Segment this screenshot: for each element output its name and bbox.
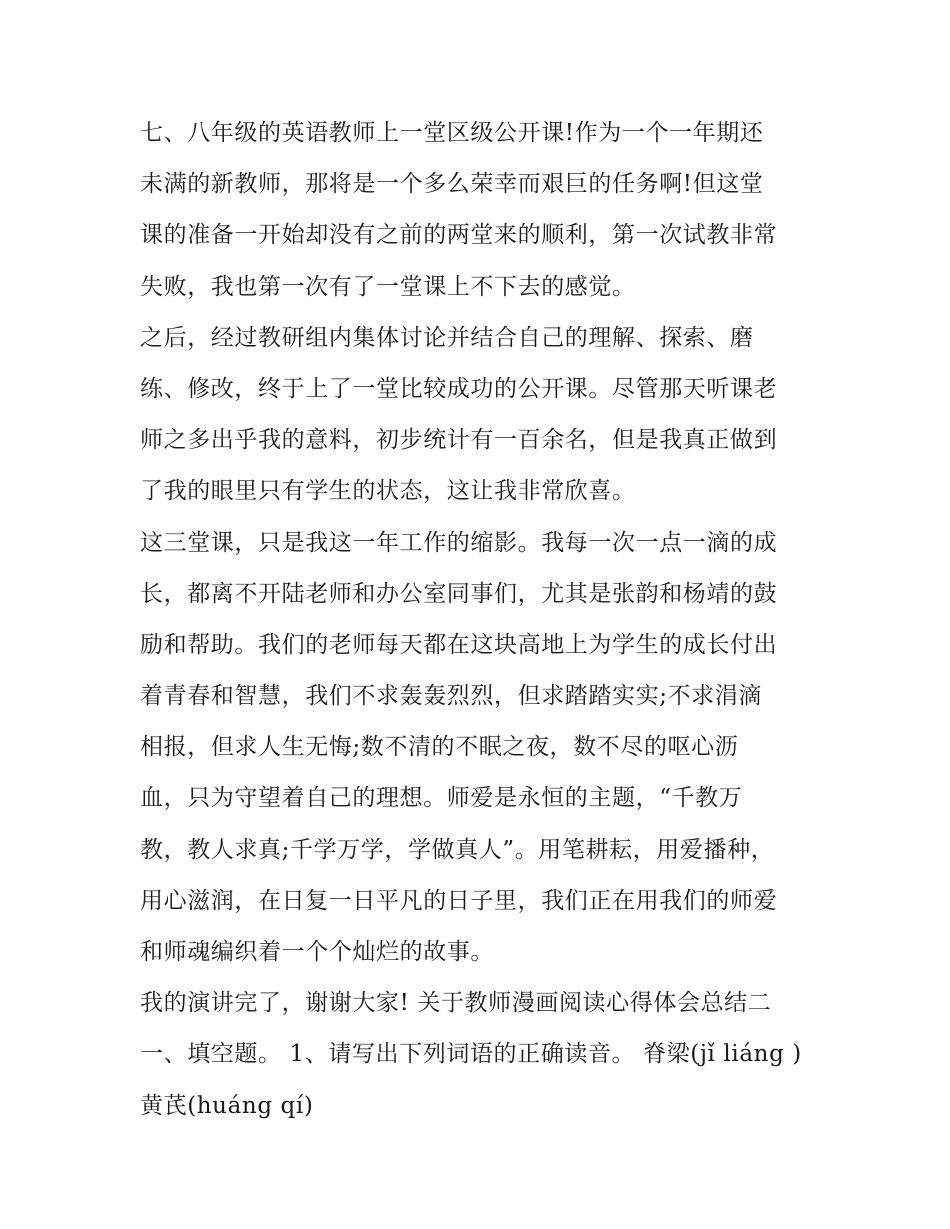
- text-line: 长，都离不开陆老师和办公室同事们，尤其是张韵和杨靖的鼓: [140, 580, 778, 607]
- document-body: [140, 108, 840, 1132]
- text-line: 课的准备一开始却没有之前的两堂来的顺利，第一次试教非常: [140, 222, 778, 249]
- text-line: 相报，但求人生无悔;数不清的不眠之夜，数不尽的呕心沥: [140, 734, 739, 761]
- text-line: 着青春和智慧，我们不求轰轰烈烈，但求踏踏实实;不求涓滴: [140, 683, 762, 710]
- text-line: 七、八年级的英语教师上一堂区级公开课!作为一个一年期还: [140, 120, 764, 146]
- text-line: 励和帮助。我们的老师每天都在这块高地上为学生的成长付出: [140, 631, 778, 658]
- text-line: 之后，经过教研组内集体讨论并结合自己的理解、探索、磨: [140, 324, 754, 351]
- text-line: 黄芪(huáng qí): [140, 1092, 314, 1119]
- text-line: 用心滋润，在日复一日平凡的日子里，我们正在用我们的师爱: [140, 887, 778, 914]
- text-line: 师之多出乎我的意料，初步统计有一百余名，但是我真正做到: [140, 427, 778, 454]
- text-line: 教，教人求真;千学万学，学做真人”。用笔耕耘，用爱播种，: [140, 836, 775, 863]
- text-line: 血，只为守望着自己的理想。师爱是永恒的主题，“千教万: [140, 785, 743, 812]
- text-line: 练、修改，终于上了一堂比较成功的公开课。尽管那天听课老: [140, 375, 778, 402]
- text-line: 和师魂编织着一个个灿烂的故事。: [140, 939, 494, 965]
- text-line: 一、填空题。 1、请写出下列词语的正确读音。 脊梁(jǐ liáng ): [140, 1041, 802, 1068]
- text-line: 未满的新教师，那将是一个多么荣幸而艰巨的任务啊!但这堂: [140, 171, 764, 198]
- text-line: 失败，我也第一次有了一堂课上不下去的感觉。: [140, 273, 636, 300]
- text-line: 我的演讲完了，谢谢大家! 关于教师漫画阅读心得体会总结二: [140, 990, 772, 1017]
- text-line: 这三堂课，只是我这一年工作的缩影。我每一次一点一滴的成: [140, 529, 778, 556]
- text-line: 了我的眼里只有学生的状态，这让我非常欣喜。: [140, 478, 636, 505]
